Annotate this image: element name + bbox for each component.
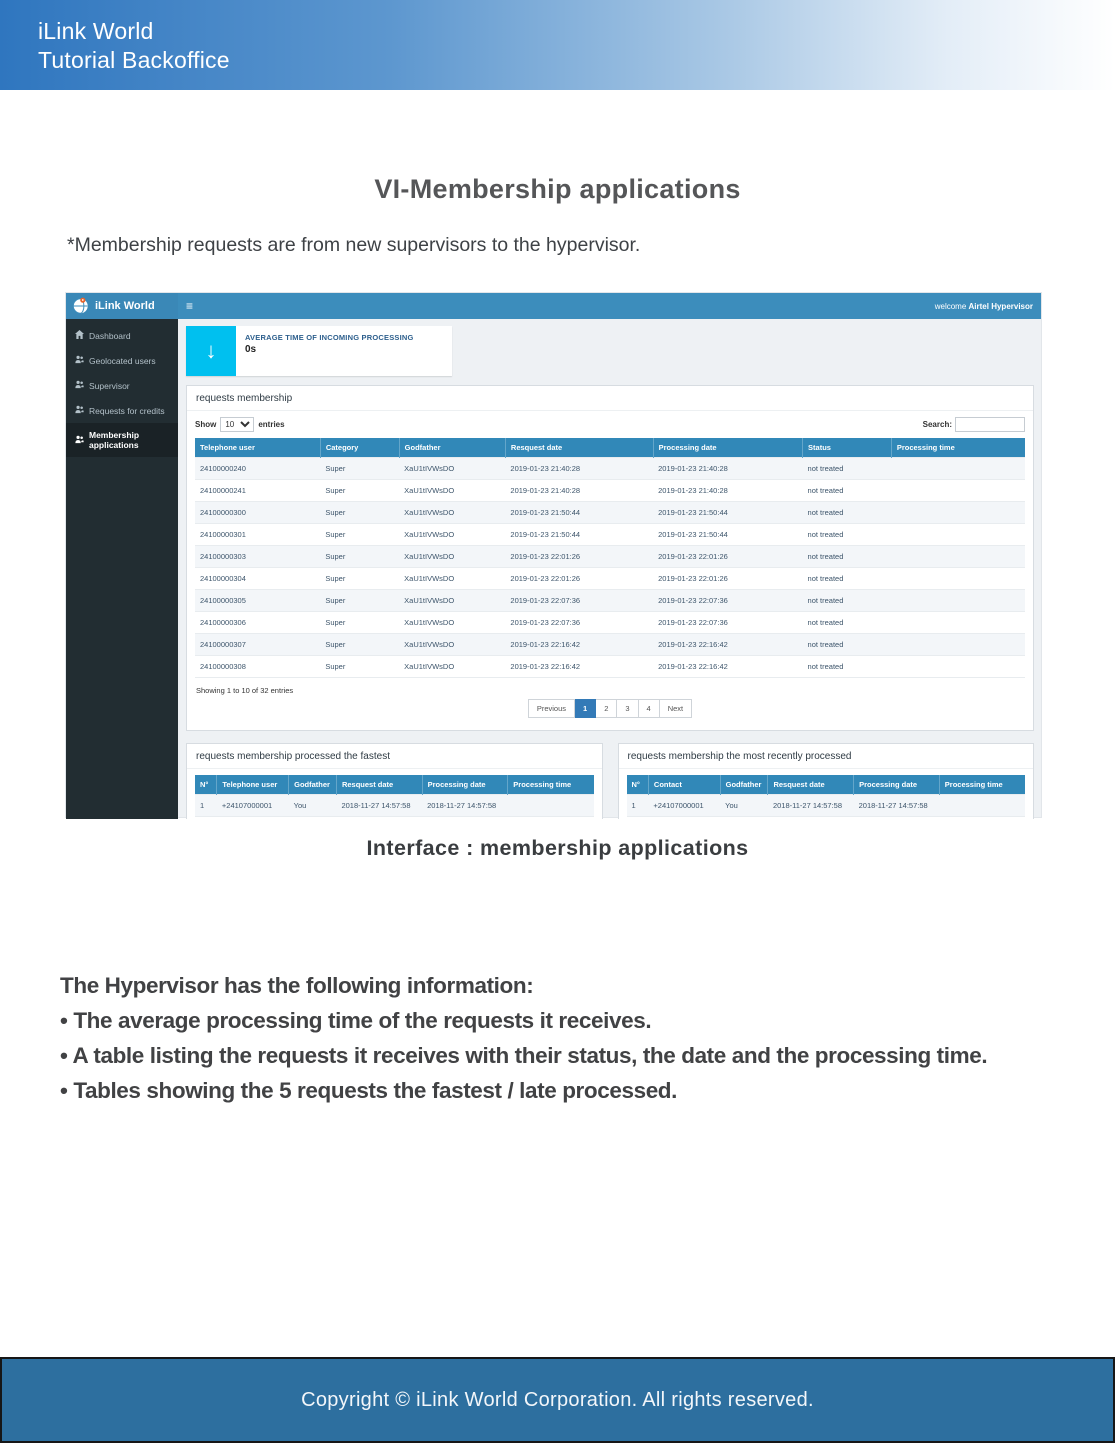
- table-row: [195, 524, 1025, 546]
- table-cell: 2019-01-23 21:50:44: [653, 524, 802, 546]
- table-row: [195, 634, 1025, 656]
- table-cell: You: [720, 795, 768, 817]
- column-header[interactable]: Telephone user: [217, 775, 289, 795]
- column-header[interactable]: Godfather: [399, 438, 505, 458]
- table-cell: +24107000001: [217, 795, 289, 817]
- table-cell: not treated: [803, 634, 892, 656]
- search-input[interactable]: [955, 417, 1025, 432]
- pagination: [195, 699, 1025, 718]
- column-header[interactable]: N°: [195, 775, 217, 795]
- show-label: Show: [195, 420, 217, 429]
- table-cell: 24100000241: [195, 480, 320, 502]
- column-header[interactable]: Status: [803, 438, 892, 458]
- entries-label: entries: [258, 420, 285, 429]
- table-cell: 24100000306: [195, 612, 320, 634]
- table-cell: [508, 795, 594, 817]
- table-cell: [891, 612, 1025, 634]
- table-cell: XaU1tIVWsDO: [399, 612, 505, 634]
- app-sidebar: [66, 319, 178, 819]
- table-cell: not treated: [803, 612, 892, 634]
- table-cell: XaU1tIVWsDO: [399, 524, 505, 546]
- table-cell: 2018-11-27 14:57:58: [336, 795, 422, 817]
- table-cell: Super: [320, 656, 399, 678]
- table-cell: 2019-01-23 21:50:44: [505, 524, 653, 546]
- sidebar-item-label: Dashboard: [89, 330, 131, 341]
- sidebar-item-label: Requests for credits: [89, 405, 165, 416]
- pagination-page-2-button[interactable]: 2: [596, 699, 617, 718]
- table-cell: 2018-11-27 14:57:58: [854, 795, 940, 817]
- table-cell: XaU1tIVWsDO: [399, 568, 505, 590]
- column-header[interactable]: Godfather: [289, 775, 337, 795]
- table-cell: 24100000301: [195, 524, 320, 546]
- table-row: [195, 612, 1025, 634]
- sidebar-item-dashboard[interactable]: [66, 323, 178, 348]
- bullet-item: • The average processing time of the requests it receives.: [60, 1008, 652, 1033]
- table-row: [195, 568, 1025, 590]
- table-cell: 2019-01-23 22:07:36: [653, 612, 802, 634]
- figure-caption: Interface : membership applications: [366, 836, 749, 860]
- table-cell: 1: [627, 795, 649, 817]
- table-cell: 24100000308: [195, 656, 320, 678]
- table-cell: not treated: [803, 656, 892, 678]
- panel-title: requests membership: [187, 386, 1033, 411]
- table-cell: XaU1tIVWsDO: [399, 634, 505, 656]
- sidebar-item-label: Geolocated users: [89, 355, 156, 366]
- table-cell: XaU1tIVWsDO: [399, 590, 505, 612]
- table-cell: 2019-01-23 21:40:28: [653, 458, 802, 480]
- table-cell: not treated: [803, 546, 892, 568]
- column-header[interactable]: Processing date: [653, 438, 802, 458]
- table-cell: 2019-01-23 22:07:36: [505, 612, 653, 634]
- table-cell: [939, 795, 1025, 817]
- table-cell: Super: [320, 524, 399, 546]
- home-icon: [75, 330, 84, 341]
- app-main-content: [178, 319, 1041, 819]
- sidebar-item-label: Supervisor: [89, 380, 130, 391]
- bullet-item: • A table listing the requests it receives with their status, the date and the processing time.: [60, 1043, 988, 1068]
- table-cell: not treated: [803, 458, 892, 480]
- table-cell: [891, 502, 1025, 524]
- header-line-2: Tutorial Backoffice: [38, 47, 230, 73]
- recently-processed-table: [627, 775, 1026, 817]
- bullet-item: • Tables showing the 5 requests the fastest / late processed.: [60, 1078, 678, 1103]
- table-cell: 2019-01-23 21:50:44: [505, 502, 653, 524]
- welcome-user[interactable]: welcome Airtel Hypervisor: [934, 301, 1033, 311]
- page-length-select[interactable]: [220, 417, 254, 432]
- pagination-page-1-button[interactable]: 1: [575, 699, 596, 718]
- page-title: VI-Membership applications: [374, 174, 741, 204]
- table-row: [195, 502, 1025, 524]
- table-cell: 24100000307: [195, 634, 320, 656]
- table-cell: [891, 546, 1025, 568]
- infobox-label: AVERAGE TIME OF INCOMING PROCESSING: [245, 333, 414, 342]
- table-cell: not treated: [803, 568, 892, 590]
- column-header[interactable]: Resquest date: [768, 775, 854, 795]
- table-row: [195, 546, 1025, 568]
- fastest-processed-table: [195, 775, 594, 817]
- table-cell: Super: [320, 568, 399, 590]
- table-cell: not treated: [803, 480, 892, 502]
- users-icon: [75, 435, 84, 446]
- table-cell: 2019-01-23 21:40:28: [653, 480, 802, 502]
- requests-membership-panel: [186, 385, 1034, 731]
- average-time-infobox: [186, 326, 452, 376]
- body-text: [60, 968, 1070, 1108]
- column-header[interactable]: Processing time: [939, 775, 1025, 795]
- table-cell: [891, 480, 1025, 502]
- table-cell: Super: [320, 590, 399, 612]
- table-cell: not treated: [803, 502, 892, 524]
- table-cell: XaU1tIVWsDO: [399, 458, 505, 480]
- table-cell: 2019-01-23 21:50:44: [653, 502, 802, 524]
- copyright-text: Copyright © iLink World Corporation. All rights reserved.: [301, 1388, 814, 1411]
- table-cell: 2018-11-27 14:57:58: [768, 795, 854, 817]
- users-icon: [75, 355, 84, 366]
- globe-pin-logo-icon: [72, 297, 89, 316]
- table-cell: 2018-11-27 14:57:58: [422, 795, 508, 817]
- table-cell: [891, 568, 1025, 590]
- table-cell: XaU1tIVWsDO: [399, 502, 505, 524]
- users-icon: [75, 405, 84, 416]
- table-cell: 2019-01-23 22:16:42: [653, 656, 802, 678]
- sidebar-toggle-icon[interactable]: ≡: [186, 299, 194, 313]
- column-header[interactable]: Telephone user: [195, 438, 320, 458]
- table-cell: Super: [320, 546, 399, 568]
- page-note: *Membership requests are from new supervisors to the hypervisor.: [67, 234, 641, 256]
- table-cell: XaU1tIVWsDO: [399, 656, 505, 678]
- table-cell: Super: [320, 502, 399, 524]
- app-screenshot: [65, 292, 1042, 818]
- pagination-next-button[interactable]: Next: [660, 699, 692, 718]
- column-header[interactable]: N°: [627, 775, 649, 795]
- app-brand[interactable]: [66, 293, 178, 319]
- table-cell: [891, 524, 1025, 546]
- sidebar-item-geolocated-users[interactable]: [66, 348, 178, 373]
- table-cell: 2019-01-23 22:16:42: [505, 634, 653, 656]
- column-header[interactable]: Category: [320, 438, 399, 458]
- table-cell: [891, 458, 1025, 480]
- table-cell: Super: [320, 612, 399, 634]
- column-header[interactable]: Resquest date: [505, 438, 653, 458]
- panel-title: requests membership processed the fastest: [187, 744, 602, 769]
- table-row: [195, 795, 594, 817]
- table-summary: Showing 1 to 10 of 32 entries: [196, 686, 294, 695]
- table-cell: 2019-01-23 22:01:26: [653, 546, 802, 568]
- table-cell: Super: [320, 480, 399, 502]
- body-intro: The Hypervisor has the following information:: [60, 973, 534, 998]
- column-header[interactable]: Processing time: [508, 775, 594, 795]
- recently-processed-panel: [618, 743, 1035, 819]
- column-header[interactable]: Resquest date: [336, 775, 422, 795]
- table-cell: 2019-01-23 21:40:28: [505, 480, 653, 502]
- table-row: [195, 590, 1025, 612]
- table-cell: You: [289, 795, 337, 817]
- table-cell: XaU1tIVWsDO: [399, 546, 505, 568]
- page-footer: [0, 1357, 1115, 1443]
- table-cell: not treated: [803, 590, 892, 612]
- sidebar-item-supervisor[interactable]: [66, 373, 178, 398]
- document-header: [0, 0, 1115, 90]
- table-cell: 2019-01-23 22:01:26: [505, 546, 653, 568]
- table-cell: XaU1tIVWsDO: [399, 480, 505, 502]
- panel-title: requests membership the most recently processed: [619, 744, 1034, 769]
- table-cell: [891, 656, 1025, 678]
- app-brand-label: iLink World: [95, 300, 155, 312]
- table-cell: 24100000300: [195, 502, 320, 524]
- table-cell: 24100000304: [195, 568, 320, 590]
- column-header[interactable]: Processing time: [891, 438, 1025, 458]
- table-cell: 2019-01-23 22:01:26: [505, 568, 653, 590]
- table-row: [195, 458, 1025, 480]
- table-cell: not treated: [803, 524, 892, 546]
- table-cell: 2019-01-23 22:01:26: [653, 568, 802, 590]
- table-cell: 1: [195, 795, 217, 817]
- table-row: [195, 656, 1025, 678]
- table-row: [195, 480, 1025, 502]
- requests-membership-table: [195, 438, 1025, 678]
- fastest-processed-panel: [186, 743, 603, 819]
- down-arrow-icon: ↓: [186, 326, 236, 376]
- sidebar-item-requests-for-credits[interactable]: [66, 398, 178, 423]
- table-cell: 24100000305: [195, 590, 320, 612]
- pagination-page-3-button[interactable]: 3: [617, 699, 638, 718]
- table-row: [627, 795, 1026, 817]
- table-cell: 2019-01-23 22:07:36: [653, 590, 802, 612]
- table-cell: [891, 590, 1025, 612]
- column-header[interactable]: Contact: [648, 775, 720, 795]
- column-header[interactable]: Processing date: [854, 775, 940, 795]
- table-cell: 24100000303: [195, 546, 320, 568]
- table-cell: +24107000001: [648, 795, 720, 817]
- app-topbar: [66, 293, 1041, 319]
- table-cell: Super: [320, 634, 399, 656]
- column-header[interactable]: Processing date: [422, 775, 508, 795]
- infobox-value: 0s: [245, 344, 257, 355]
- pagination-page-4-button[interactable]: 4: [639, 699, 660, 718]
- search-label: Search:: [922, 420, 952, 429]
- table-cell: 2019-01-23 21:40:28: [505, 458, 653, 480]
- table-cell: 24100000240: [195, 458, 320, 480]
- header-line-1: iLink World: [38, 18, 154, 44]
- table-cell: 2019-01-23 22:07:36: [505, 590, 653, 612]
- table-cell: 2019-01-23 22:16:42: [653, 634, 802, 656]
- column-header[interactable]: Godfather: [720, 775, 768, 795]
- table-cell: 2019-01-23 22:16:42: [505, 656, 653, 678]
- pagination-previous-button[interactable]: Previous: [528, 699, 575, 718]
- table-cell: [891, 634, 1025, 656]
- sidebar-item-membership-applications[interactable]: [66, 423, 178, 457]
- sidebar-item-label: Membership applications: [89, 430, 140, 450]
- table-cell: Super: [320, 458, 399, 480]
- users-icon: [75, 380, 84, 391]
